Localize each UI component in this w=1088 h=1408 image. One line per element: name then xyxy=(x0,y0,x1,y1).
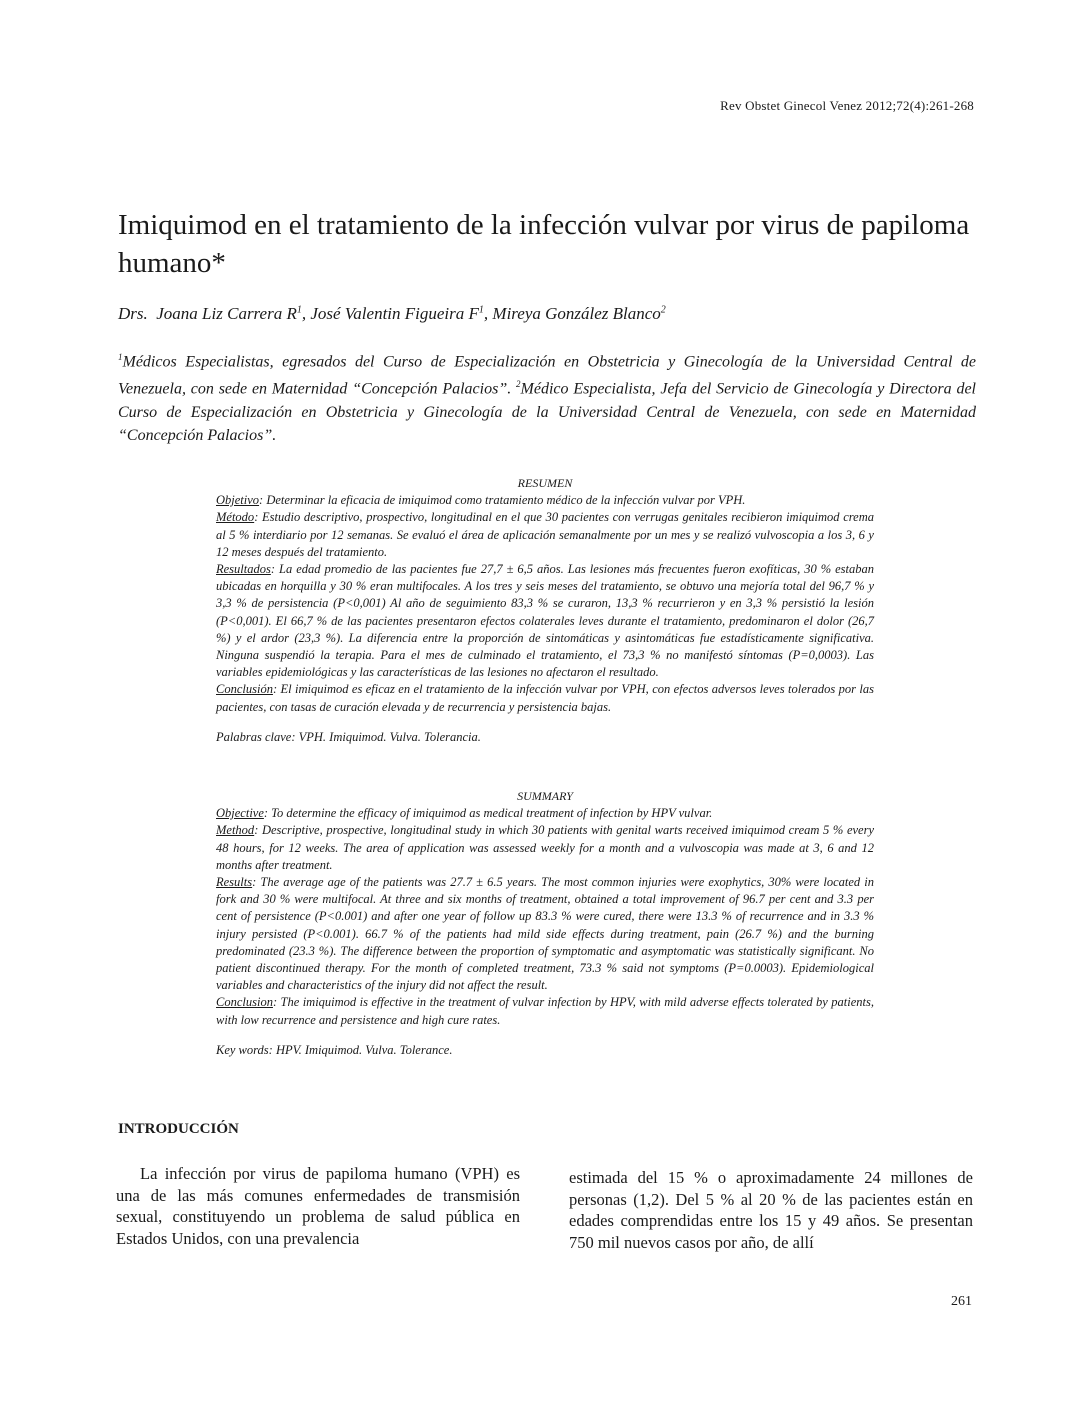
affiliation-1: Médicos Especialistas, egresados del Curso de Especialización en Obstetricia y Ginecología de la Universidad Central de Venezuela, con sede en Maternidad “Concepción Palacios”. xyxy=(118,353,976,398)
resumen-metodo: Método: Estudio descriptivo, prospectivo, longitudinal en el que 30 pacientes con verrugas genitales recibieron imiquimod crema al 5 % interdiario por 12 semanas. Se evaluó el área de aplicación semanalmente por un mes y se realizó vulvoscopia a los 3, 6 y 12 meses después del tratamiento. xyxy=(216,510,874,559)
resumen-keywords: Palabras clave: VPH. Imiquimod. Vulva. Tolerancia. xyxy=(216,729,481,744)
summary-keywords: Key words: HPV. Imiquimod. Vulva. Tolerance. xyxy=(216,1042,453,1057)
intro-paragraph-right: estimada del 15 % o aproximadamente 24 millones de personas (1,2). Del 5 % al 20 % de las pacientes están en edades comprendidas entre los 15 y 49 años. Se presentan 750 mil nuevos casos por año, de allí xyxy=(569,1168,973,1252)
summary-conclusion: Conclusion: The imiquimod is effective in the treatment of vulvar infection by HPV, with mild adverse effects tolerated by patients, with low recurrence and persistence and high cure rates. xyxy=(216,995,874,1027)
summary-results: Results: The average age of the patients was 27.7 ± 6.5 years. The most common injuries were exophytics, 30% were located in fork and 30 % were multifocal. At three and six months of treatment, obtained a total improvement of 96.7 per cent and 3.3 per cent of persistence (P<0.001) and after one year of follow up 83.3 % were cured, there were 13.3 % of recurrence and in 3.3 % injury persisted (P<0.001). 66.7 % of the patients had mild side effects during treatment, pain (26.7 %) and the burning predominated (23.3 %). The difference between the proportion of symptomatic and asymptomatic was statistically significant. No patient discontinued therapy. For the month of completed treatment, 73.3 % said not symptoms (P=0.0003). Epidemiological variables and characteristics of the injury did not affect the result. xyxy=(216,875,874,993)
body-column-right xyxy=(569,1167,973,1253)
article-title: Imiquimod en el tratamiento de la infección vulvar por virus de papiloma humano* xyxy=(118,209,970,279)
author-affiliations: $^1$Médicos Especialistas, egresados del Curso de Especialización en Obstetricia y Ginecología de la Universidad Central de Venezuela, con sede en Maternidad “Concepción Palacios”. $^2$Médico Especialista, Jefa del Servicio de Ginecología y Directora del Curso de Especialización en Obstetricia y Ginecología de la Universidad Central de Venezuela, con sede en Maternidad “Concepción Palacios”. xyxy=(118,352,976,444)
authors-prefix: Drs. xyxy=(118,304,148,323)
resumen-conclusion: Conclusión: El imiquimod es eficaz en el tratamiento de la infección vulvar por VPH, con efectos adversos leves tolerados por las pacientes, con tasas de curación elevada y de recurrencia y persistencia bajas. xyxy=(216,682,874,714)
resumen-abstract xyxy=(216,475,874,746)
author-3: Mireya González Blanco$^2$ xyxy=(492,304,666,323)
body-column-left xyxy=(116,1163,520,1249)
summary-abstract xyxy=(216,788,874,1059)
resumen-resultados: Resultados: La edad promedio de las pacientes fue 27,7 ± 6,5 años. Las lesiones más frecuentes fueron exofíticas, 30 % estaban ubicadas en horquilla y 30 % eran multifocales. A los tres y seis meses del tratamiento, se obtuvo una mejoría total del 96,7 % y 3,3 % de persistencia (P<0,001) Al año de seguimiento 83,3 % se curaron, 13,3 % recurrieron y en 3,3 % persistió la lesión (P<0,001). El 66,7 % de las pacientes presentaron efectos colaterales leves durante el tratamiento, predominaron el dolor (26,7 %) y el ardor (23,3 %). La diferencia entre la proporción de sintomáticas y asintomáticas fue estadísticamente significativa. Ninguna suspendió la terapia. Para el mes de culminado el tratamiento, el 73,3 % no manifestó síntomas (P=0,0003). Las variables epidemiológicas y las características de las lesiones no afectaron el resultado. xyxy=(216,562,874,680)
summary-objective: Objective: To determine the efficacy of imiquimod as medical treatment of infection by HPV vulvar. xyxy=(216,806,713,821)
resumen-objetivo: Objetivo: Determinar la eficacia de imiquimod como tratamiento médico de la infección vulvar por VPH. xyxy=(216,493,746,508)
affiliation-2: Médico Especialista, Jefa del Servicio de Ginecología y Directora del Curso de Especialización en Obstetricia y Ginecología de la Universidad Central de Venezuela, con sede en Maternidad “Concepción Palacios”. xyxy=(118,380,976,444)
author-list xyxy=(118,304,978,324)
author-2: José Valentin Figueira $F^1$, xyxy=(310,304,493,323)
author-1: Joana Liz Carrera $R^1$, xyxy=(156,304,311,323)
summary-method: Method: Descriptive, prospective, longitudinal study in which 30 patients with genital warts received imiquimod cream 5 % every 48 hours, for 12 weeks. The area of application was assessed weekly for a month and a vulvoscopia was made at 3, 6 and 12 months after treatment. xyxy=(216,823,874,872)
journal-reference: Rev Obstet Ginecol Venez 2012;72(4):261-268 xyxy=(720,98,974,113)
introduction-heading: INTRODUCCIÓN xyxy=(118,1121,239,1137)
resumen-heading: RESUMEN xyxy=(517,476,573,490)
summary-heading: SUMMARY xyxy=(517,789,573,803)
page-number: 261 xyxy=(951,1294,972,1309)
intro-paragraph-left: La infección por virus de papiloma humano (VPH) es una de las más comunes enfermedades de transmisión sexual, constituyendo un problema de salud pública en Estados Unidos, con una prevalencia xyxy=(116,1164,520,1248)
